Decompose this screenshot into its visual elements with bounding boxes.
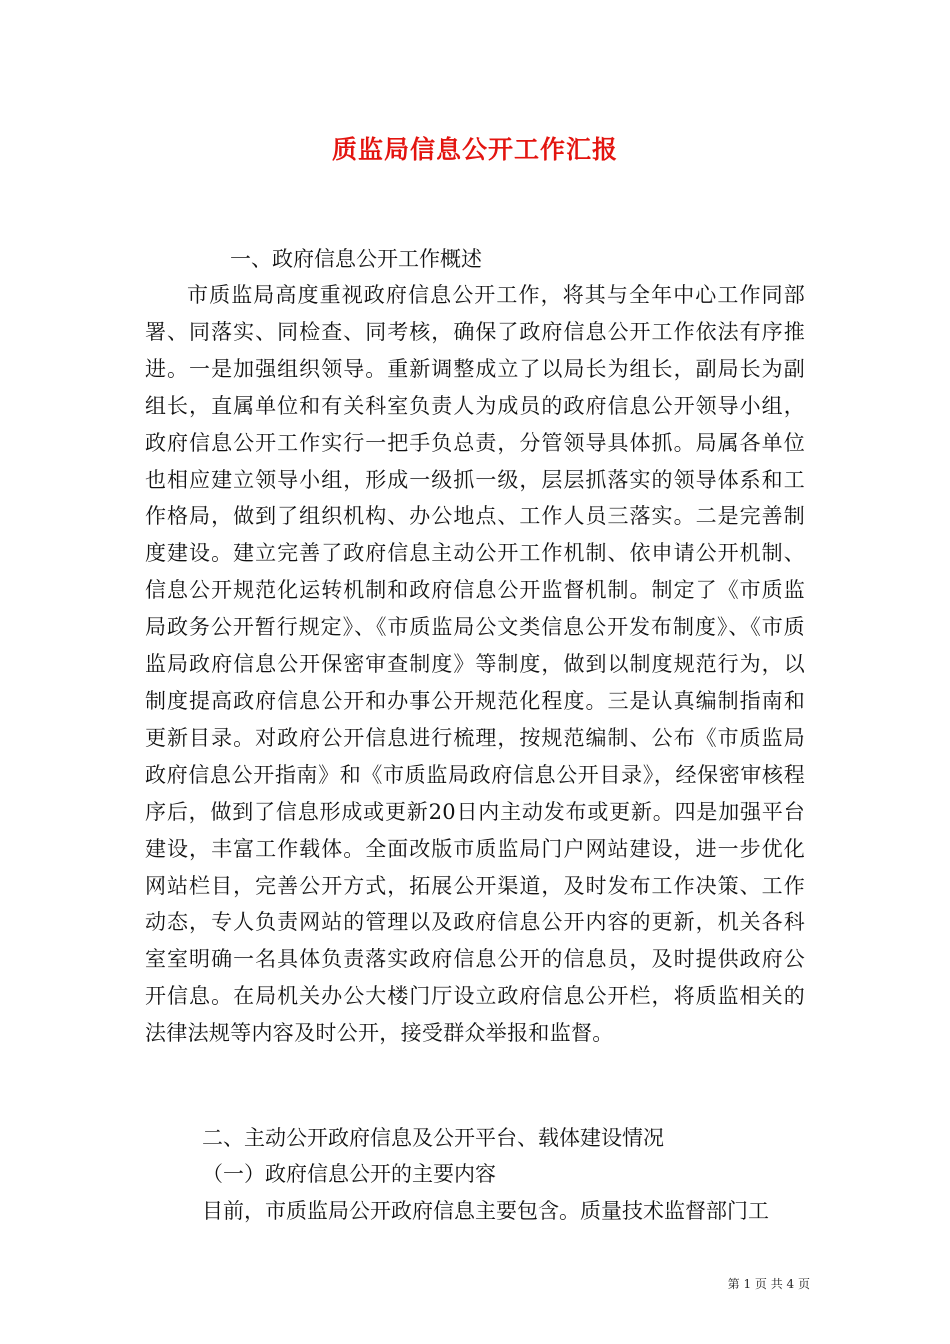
section-1-heading: 一、政府信息公开工作概述	[230, 247, 482, 271]
page-number-footer: 第 1 页 共 4 页	[727, 1277, 810, 1291]
document-title: 质监局信息公开工作汇报	[331, 135, 618, 164]
section-1-body-paragraph: 市质监局高度重视政府信息公开工作，将其与全年中心工作同部署、同落实、同检查、同考核，确保了政府信息公开工作依法有序推进。一是加强组织领导。重新调整成立了以局长为组长，副局长为副组长，直属单位和有关科室负责人为成员的政府信息公开领导小组，政府信息公开工作实行一把手负总责，分管领导具体抓。局属各单位也相应建立领导小组，形成一级抓一级，层层抓落实的领导体系和工作格局，做到了组织机构、办公地点、工作人员三落实。二是完善制度建设。建立完善了政府信息主动公开工作机制、依申请公开机制、信息公开规范化运转机制和政府信息公开监督机制。制定了《市质监局政务公开暂行规定》、《市质监局公文类信息公开发布制度》、《市质监局政府信息公开保密审查制度》等制度，做到以制度规范行为，以制度提高政府信息公开和办事公开规范化程度。三是认真编制指南和更新目录。对政府公开信息进行梳理，按规范编制、公布《市质监局政府信息公开指南》和《市质监局政府信息公开目录》，经保密审核程序后，做到了信息形成或更新20日内主动发布或更新。四是加强平台建设，丰富工作载体。全面改版市质监局门户网站建设，进一步优化网站栏目，完善公开方式，拓展公开渠道，及时发布工作决策、工作动态，专人负责网站的管理以及政府信息公开内容的更新，机关各科室室明确一名具体负责落实政府信息公开的信息员，及时提供政府公开信息。在局机关办公大楼门厅设立政府信息公开栏，将质监相关的法律法规等内容及时公开，接受群众举报和监督。	[145, 283, 805, 1046]
section-2-subheading-1: （一）政府信息公开的主要内容	[202, 1162, 496, 1186]
section-2-heading: 二、主动公开政府信息及公开平台、载体建设情况	[202, 1126, 664, 1150]
section-2-paragraph: 目前，市质监局公开政府信息主要包含。质量技术监督部门工	[202, 1199, 769, 1223]
